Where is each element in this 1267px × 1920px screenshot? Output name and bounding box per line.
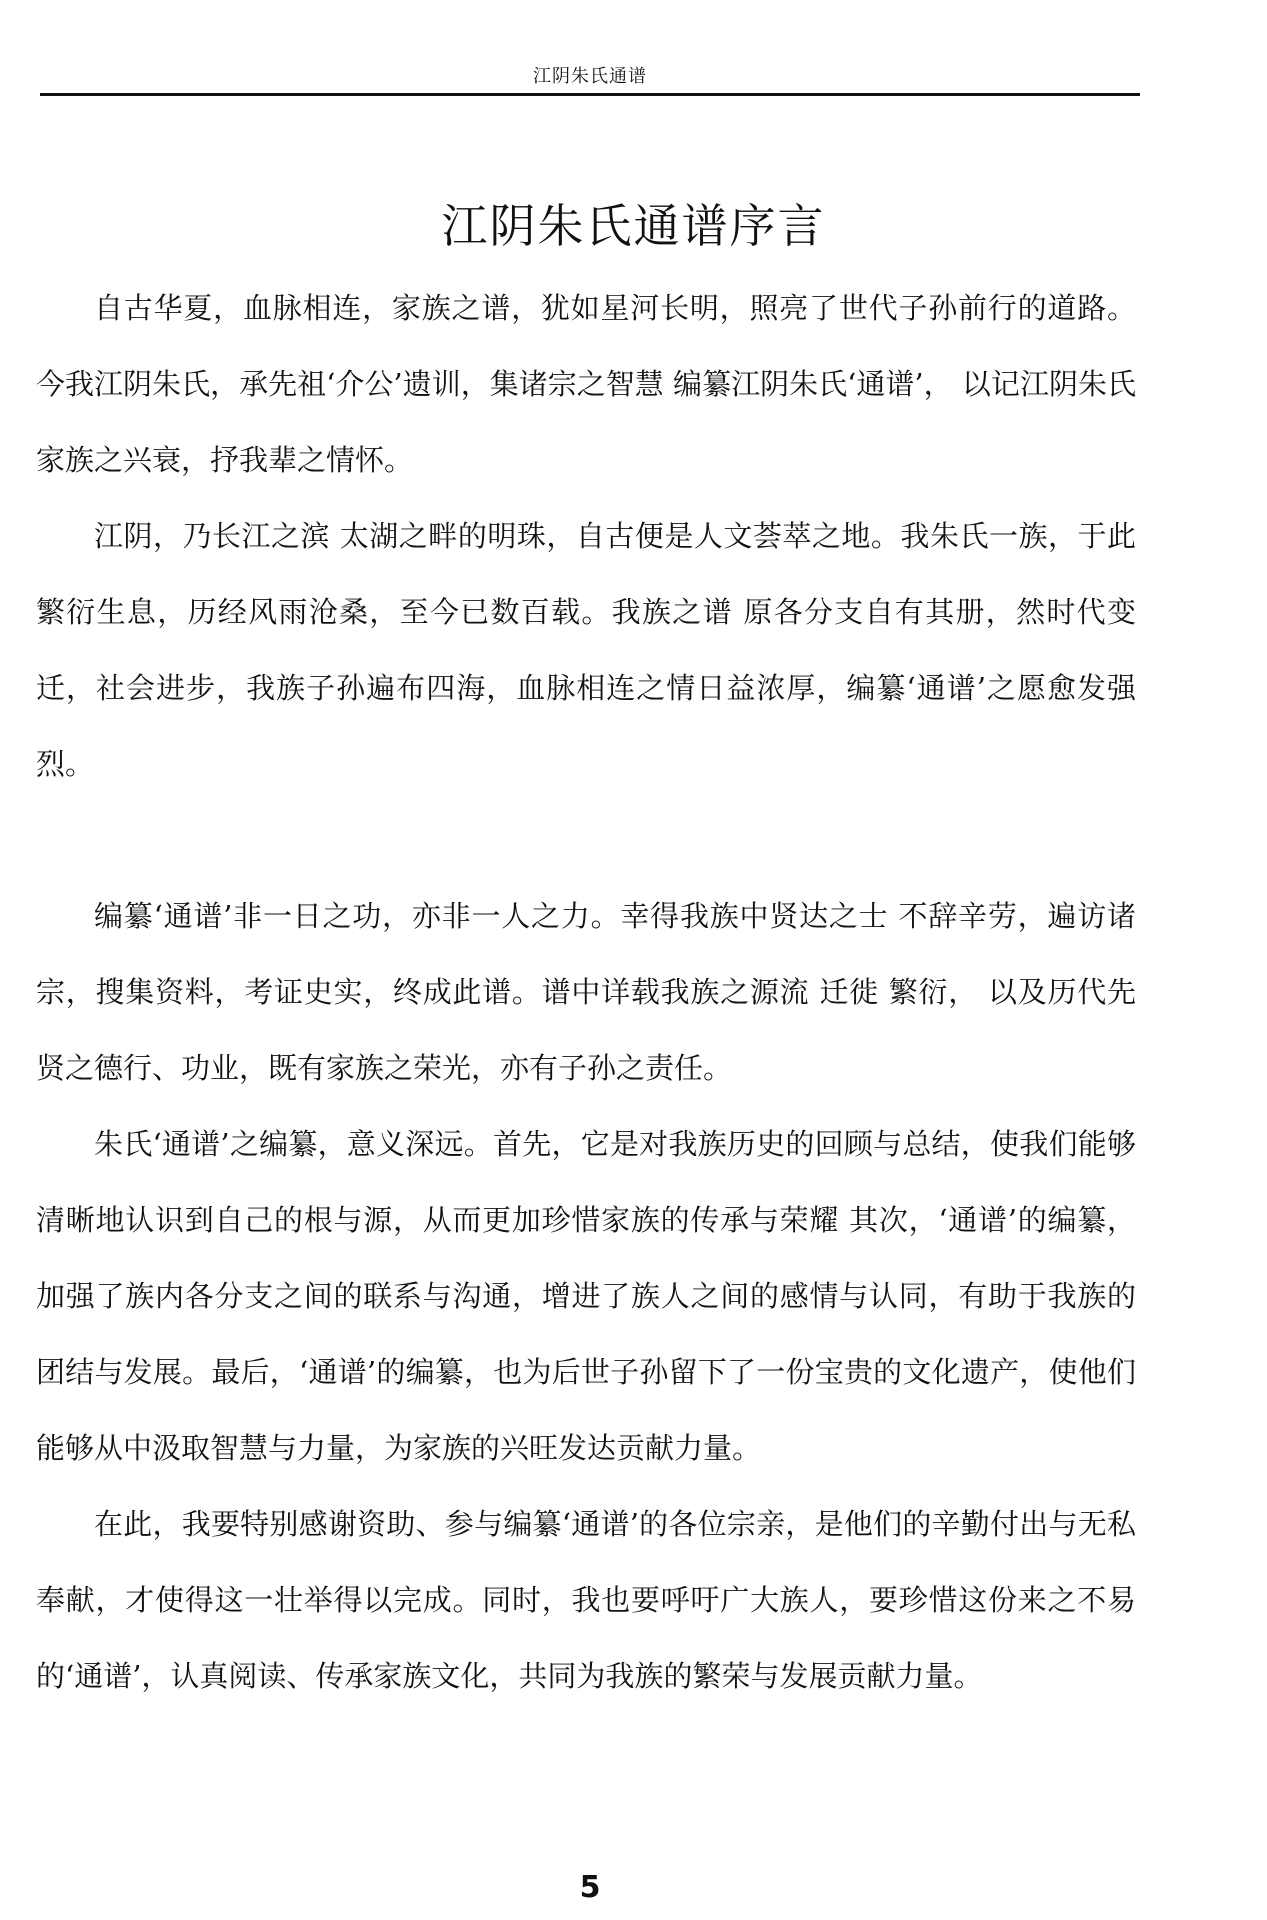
paragraph-3: 编纂‘通谱’非一日之功，亦非一人之力。幸得我族中贤达之士 不辞辛劳，遍访诸宗，搜集资料，考证史实，终成此谱。谱中详载我族之源流 迁徙 繁衍， 以及历代先贤之德行、功业，既有家族之荣光，亦有子孙之责任。 <box>36 899 1136 1085</box>
paragraph-5: 在此，我要特别感谢资助、参与编纂‘通谱’的各位宗亲，是他们的辛勤付出与无私奉献，才使得这一壮举得以完成。同时，我也要呼吁广大族人，要珍惜这份来之不易的‘通谱’，认真阅读、传承家族文化，共同为我族的繁荣与发展贡献力量。 <box>36 1507 1136 1693</box>
page-title: 江阴朱氏通谱序言 <box>441 199 826 253</box>
paragraph-4: 朱氏‘通谱’之编纂，意义深远。首先，它是对我族历史的回顾与总结，使我们能够清晰地认识到自己的根与源，从而更加珍惜家族的传承与荣耀 其次，‘通谱’的编纂，加强了族内各分支之间的联系与沟通，增进了族人之间的感情与认同，有助于我族的团结与发展。最后，‘通谱’的编纂，也为后世子孙留下了一份宝贵的文化遗产，使他们能够从中汲取智慧与力量，为家族的兴旺发达贡献力量。 <box>36 1127 1136 1465</box>
page-number: 5 <box>579 1870 601 1905</box>
paragraph-1: 自古华夏，血脉相连，家族之谱，犹如星河长明，照亮了世代子孙前行的道路。今我江阴朱氏，承先祖‘介公’遗训，集诸宗之智慧 编纂江阴朱氏‘通谱’， 以记江阴朱氏家族之兴衰，抒我辈之情怀。 <box>36 291 1136 477</box>
running-header: 江阴朱氏通谱 <box>533 66 647 87</box>
preface-body <box>36 270 1136 1714</box>
paragraph-2: 江阴，乃长江之滨 太湖之畔的明珠，自古便是人文荟萃之地。我朱氏一族，于此繁衍生息，历经风雨沧桑，至今已数百载。我族之谱 原各分支自有其册，然时代变迁，社会进步，我族子孙遍布四海，血脉相连之情日益浓厚，编纂‘通谱’之愿愈发强烈。 <box>36 519 1136 781</box>
header-rule <box>40 93 1140 96</box>
